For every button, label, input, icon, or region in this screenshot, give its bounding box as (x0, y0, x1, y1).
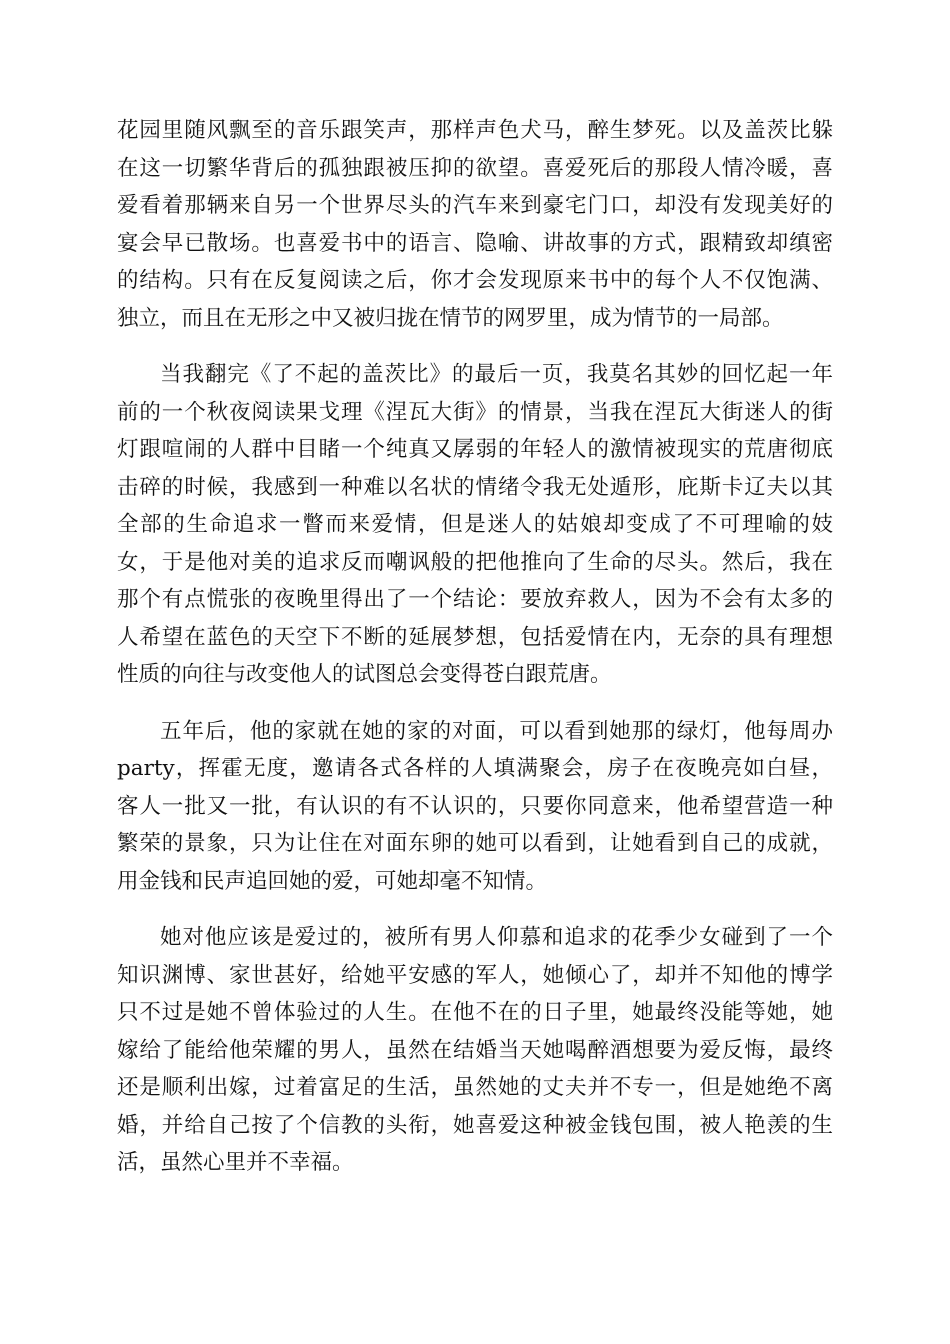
text-line: 当我翻完《了不起的盖茨比》的最后一页，我莫名其妙的回忆起一年 (160, 362, 833, 387)
text-line: 独立，而且在无形之中又被归拢在情节的网罗里，成为情节的一局部。 (117, 305, 784, 331)
text-line: 五年后，他的家就在她的家的对面，可以看到她那的绿灯，他每周办 (160, 718, 833, 744)
text-line: 花园里随风飘至的音乐跟笑声，那样声色犬马，醉生梦死。以及盖茨比躲 (117, 118, 833, 143)
text-line: 那个有点慌张的夜晚里得出了一个结论：要放弃救人，因为不会有太多的 (117, 587, 833, 612)
paragraph-1 (117, 112, 833, 337)
text-line: 性质的向往与改变他人的试图总会变得苍白跟荒唐。 (117, 662, 612, 687)
text-line: 前的一个秋夜阅读果戈理《涅瓦大街》的情景，当我在涅瓦大街迷人的街 (117, 399, 833, 425)
text-line: 知识渊博、家世甚好，给她平安感的军人，她倾心了，却并不知他的博学 (117, 962, 833, 988)
text-line: party，挥霍无度，邀请各式各样的人填满聚会，房子在夜晚亮如白昼， (117, 756, 833, 781)
text-line: 客人一批又一批，有认识的有不认识的，只要你同意来，他希望营造一种 (117, 793, 833, 819)
text-line: 女，于是他对美的追求反而嘲讽般的把他推向了生命的尽头。然后，我在 (117, 549, 833, 575)
paragraph-3 (117, 713, 833, 901)
text-line: 活，虽然心里并不幸福。 (117, 1150, 354, 1175)
text-line: 在这一切繁华背后的孤独跟被压抑的欲望。喜爱死后的那段人情冷暖，喜 (117, 155, 833, 181)
text-line: 繁荣的景象，只为让住在对面东卵的她可以看到，让她看到自己的成就， (117, 831, 833, 856)
text-line: 嫁给了能给他荣耀的男人，虽然在结婚当天她喝醉酒想要为爱反悔，最终 (117, 1037, 833, 1063)
text-line: 还是顺利出嫁，过着富足的生活，虽然她的丈夫并不专一，但是她绝不离 (117, 1075, 833, 1100)
text-line: 灯跟喧闹的人群中目睹一个纯真又孱弱的年轻人的激情被现实的荒唐彻底 (117, 437, 833, 462)
text-line: 人希望在蓝色的天空下不断的延展梦想，包括爱情在内，无奈的具有理想 (117, 624, 833, 650)
text-line: 只不过是她不曾体验过的人生。在他不在的日子里，她最终没能等她，她 (117, 1000, 833, 1025)
paragraph-4 (117, 919, 833, 1182)
text-line: 婚，并给自己按了个信教的头衔，她喜爱这种被金钱包围，被人艳羡的生 (117, 1112, 833, 1138)
document-page (117, 112, 833, 1201)
text-line: 她对他应该是爱过的，被所有男人仰慕和追求的花季少女碰到了一个 (160, 925, 833, 950)
text-line: 全部的生命追求一瞥而来爱情，但是迷人的姑娘却变成了不可理喻的妓 (117, 512, 833, 537)
text-line: 宴会早已散场。也喜爱书中的语言、隐喻、讲故事的方式，跟精致却缜密 (117, 230, 833, 256)
paragraph-2 (117, 356, 833, 694)
text-line: 爱看着那辆来自另一个世界尽头的汽车来到豪宅门口，却没有发现美好的 (117, 193, 833, 218)
text-line: 的结构。只有在反复阅读之后，你才会发现原来书中的每个人不仅饱满、 (117, 268, 833, 293)
text-line: 用金钱和民声追回她的爱，可她却毫不知情。 (117, 868, 548, 894)
text-line: 击碎的时候，我感到一种难以名状的情绪令我无处遁形，庇斯卡辽夫以其 (117, 474, 833, 500)
